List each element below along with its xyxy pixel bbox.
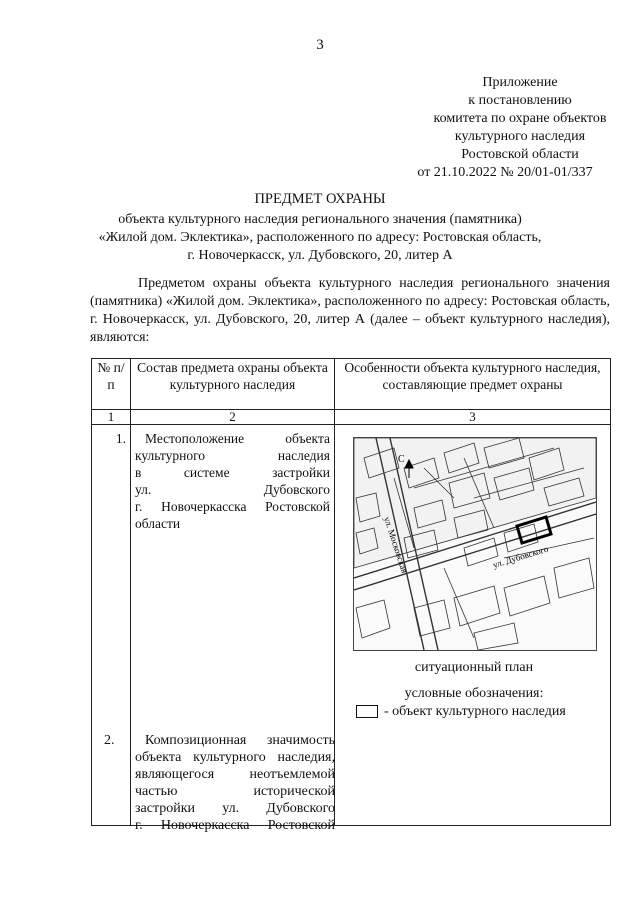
header-num: № п/п	[92, 359, 131, 410]
appendix-line: комитета по охране объектов	[433, 111, 607, 126]
legend-label: - объект культурного наследия	[384, 704, 566, 719]
description-line: ул. Дубовского	[135, 482, 330, 497]
document-title: ПРЕДМЕТ ОХРАНЫ	[254, 191, 386, 207]
description-line: объекта культурного наследия,	[135, 750, 335, 765]
subtitle-line: г. Новочеркасск, ул. Дубовского, 20, литер А	[187, 248, 453, 263]
document-subtitle	[60, 211, 580, 265]
legend-swatch	[356, 705, 378, 718]
legend-item	[356, 704, 566, 720]
street-label: ул. Дубовского	[491, 543, 550, 570]
description-line: области	[135, 516, 181, 531]
table-column-numbers-row	[92, 410, 611, 425]
description-line: Композиционная значимость	[145, 733, 335, 748]
appendix-header	[400, 74, 640, 182]
appendix-date: от 21.10.2022 № 20/01-01/337	[417, 165, 593, 180]
description-line: Местоположение объекта	[145, 431, 330, 446]
situation-plan-map	[353, 437, 597, 651]
north-label: С	[398, 454, 405, 465]
legend-title: условные обозначения:	[404, 686, 544, 701]
column-number: 1	[92, 410, 131, 425]
header-features: Особенности объекта культурного наследия, составляющие предмет охраны	[335, 359, 611, 410]
appendix-line: Ростовской области	[461, 147, 579, 162]
header-composition: Состав предмета охраны объекта культурного наследия	[131, 359, 335, 410]
table-header-row	[92, 359, 611, 410]
row-description	[135, 430, 330, 532]
description-line: г. Новочеркасска Ростовской	[135, 499, 330, 514]
street-label: ул. Московская	[382, 515, 410, 575]
map-drawing	[354, 438, 596, 650]
page-number: 3	[316, 37, 324, 53]
intro-paragraph	[90, 275, 610, 347]
description-line: культурного наследия	[135, 448, 330, 463]
row-description	[135, 732, 335, 834]
column-number: 3	[335, 410, 611, 425]
row-number: 2.	[104, 733, 115, 748]
description-line: являющегося неотъемлемой	[135, 767, 335, 782]
description-line: частью исторической	[135, 784, 335, 799]
column-number: 2	[131, 410, 335, 425]
map-caption: ситуационный план	[414, 660, 534, 675]
description-line: в системе застройки	[135, 465, 330, 480]
subtitle-line: «Жилой дом. Эклектика», расположенного по адресу: Ростовская область,	[98, 230, 542, 245]
row-number-cell	[92, 425, 131, 826]
row-number: 1.	[115, 431, 126, 446]
description-line: застройки ул. Дубовского	[135, 801, 335, 816]
appendix-line: Приложение	[482, 75, 558, 90]
intro-text: Предметом охраны объекта культурного наследия регионального значения (памятника) «Жилой дом. Эклектика», расположенного по адресу: Ростовская область, г. Новочеркасск, ул. Дубовского, 20, литер А (далее – объект культурного наследия), являются:	[90, 276, 610, 345]
description-line: г. Новочеркасска Ростовской	[135, 818, 335, 833]
appendix-line: культурного наследия	[454, 129, 586, 144]
subtitle-line: объекта культурного наследия регионального значения (памятника)	[118, 212, 522, 227]
appendix-line: к постановлению	[468, 93, 572, 108]
